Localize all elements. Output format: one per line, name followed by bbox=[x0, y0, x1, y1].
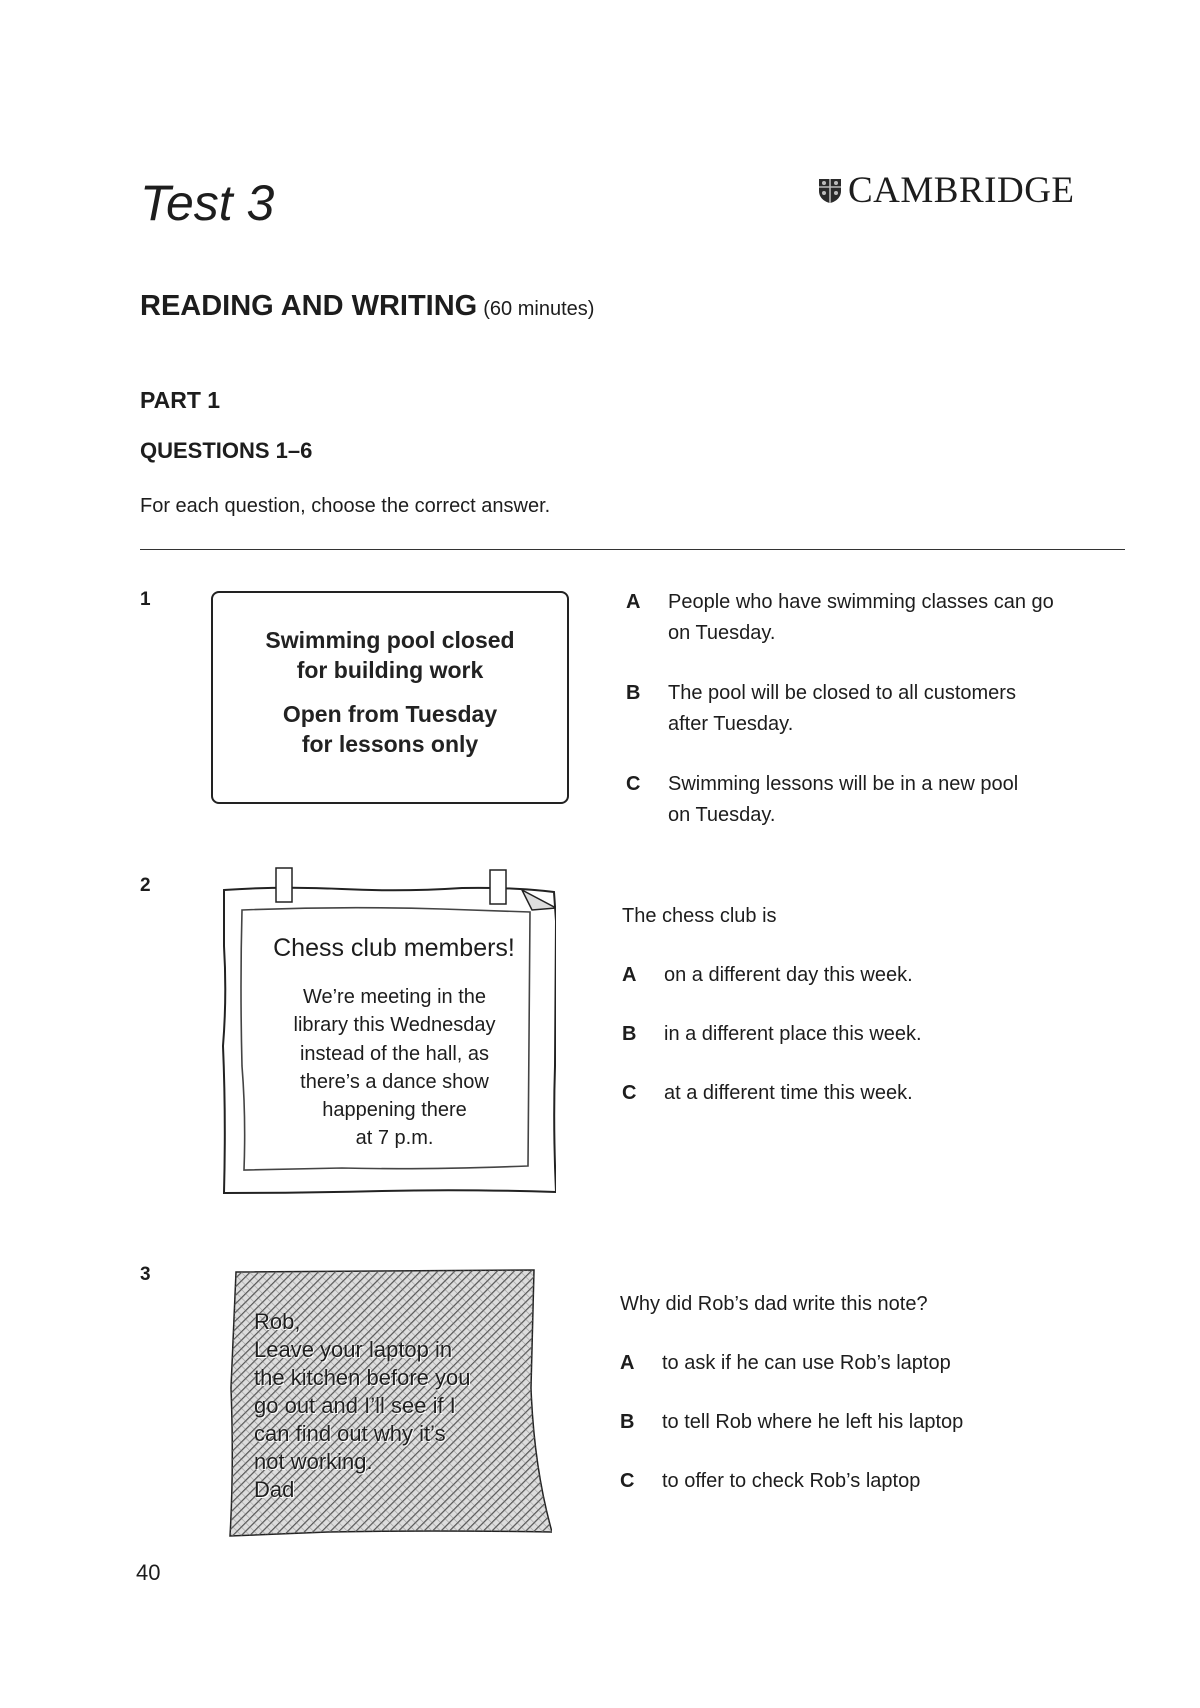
question-range: QUESTIONS 1–6 bbox=[140, 438, 313, 463]
option-text bbox=[668, 587, 1054, 649]
option-text: to tell Rob where he left his laptop bbox=[662, 1411, 964, 1433]
notice-body bbox=[262, 983, 527, 1153]
question-3-stem: Why did Rob’s dad write this note? bbox=[620, 1293, 928, 1315]
option-1c[interactable] bbox=[626, 769, 1126, 831]
option-letter: C bbox=[622, 1082, 637, 1104]
option-2a[interactable] bbox=[622, 960, 1122, 991]
option-text: in a different place this week. bbox=[664, 1023, 922, 1045]
option-line: Swimming lessons will be in a new pool bbox=[668, 773, 1019, 795]
brand-name: CAMBRIDGE bbox=[848, 170, 1075, 211]
option-text: on a different day this week. bbox=[664, 964, 913, 986]
notice-line: instead of the hall, as bbox=[299, 1042, 489, 1065]
question-number-1: 1 bbox=[140, 589, 151, 610]
option-letter: C bbox=[620, 1470, 635, 1492]
option-letter: A bbox=[626, 591, 641, 613]
notice-line: at 7 p.m. bbox=[355, 1127, 434, 1150]
question-1-options bbox=[626, 587, 1126, 831]
option-3a[interactable] bbox=[620, 1348, 1120, 1379]
notice-line: happening there bbox=[322, 1099, 467, 1122]
notice-line: there’s a dance show bbox=[300, 1070, 489, 1093]
page-number: 40 bbox=[136, 1560, 161, 1585]
option-3c[interactable] bbox=[620, 1466, 1120, 1497]
part-title: PART 1 bbox=[140, 387, 221, 413]
option-2c[interactable] bbox=[622, 1078, 1122, 1109]
notice-line: We’re meeting in the bbox=[302, 986, 487, 1008]
section-duration: (60 minutes) bbox=[483, 298, 595, 320]
note-line: can find out why it’s bbox=[254, 1421, 446, 1446]
notice-line: for building work bbox=[296, 657, 484, 683]
question-number-3: 3 bbox=[140, 1264, 151, 1285]
option-letter: C bbox=[626, 773, 641, 795]
question-2-options bbox=[622, 960, 1122, 1109]
notice-swimming-pool bbox=[211, 591, 569, 804]
notice-chess-club bbox=[222, 866, 556, 1196]
notice-line: library this Wednesday bbox=[293, 1014, 496, 1037]
note-line: Leave your laptop in bbox=[254, 1337, 453, 1362]
note-line: Rob, bbox=[254, 1309, 301, 1334]
divider bbox=[140, 549, 1125, 550]
option-line: on Tuesday. bbox=[668, 622, 776, 644]
cambridge-logo bbox=[818, 172, 1075, 209]
option-2b[interactable] bbox=[622, 1019, 1122, 1050]
note-text bbox=[254, 1308, 544, 1504]
option-text: at a different time this week. bbox=[664, 1082, 913, 1104]
option-letter: B bbox=[622, 1023, 637, 1045]
option-letter: A bbox=[620, 1352, 635, 1374]
note-line: go out and I’ll see if I bbox=[254, 1393, 456, 1418]
cambridge-shield-icon bbox=[818, 178, 842, 204]
notice-line: Open from Tuesday bbox=[282, 701, 498, 727]
note-from-dad bbox=[228, 1268, 552, 1540]
note-line: not working. bbox=[254, 1449, 373, 1474]
option-text bbox=[668, 769, 1018, 831]
option-1b[interactable] bbox=[626, 678, 1126, 740]
notice-line: Swimming pool closed bbox=[265, 627, 515, 653]
instruction-text: For each question, choose the correct answer. bbox=[140, 495, 551, 517]
option-letter: B bbox=[626, 682, 641, 704]
section-title bbox=[140, 292, 594, 321]
notice-heading: Chess club members! bbox=[273, 934, 515, 962]
note-line: Dad bbox=[254, 1477, 295, 1502]
option-letter: B bbox=[620, 1411, 635, 1433]
section-title-text: READING AND WRITING bbox=[140, 290, 478, 322]
option-text bbox=[668, 678, 1016, 740]
question-2-stem: The chess club is bbox=[622, 905, 777, 927]
option-text: to ask if he can use Rob’s laptop bbox=[662, 1352, 951, 1374]
question-3-options bbox=[620, 1348, 1120, 1497]
option-line: People who have swimming classes can go bbox=[668, 591, 1054, 613]
option-line: The pool will be closed to all customers bbox=[668, 682, 1016, 704]
test-title: Test 3 bbox=[140, 175, 275, 231]
option-text: to offer to check Rob’s laptop bbox=[662, 1470, 921, 1492]
option-3b[interactable] bbox=[620, 1407, 1120, 1438]
note-line: the kitchen before you bbox=[254, 1365, 471, 1390]
option-line: after Tuesday. bbox=[668, 713, 794, 735]
question-number-2: 2 bbox=[140, 875, 151, 896]
option-letter: A bbox=[622, 964, 637, 986]
option-line: on Tuesday. bbox=[668, 804, 776, 826]
notice-line: for lessons only bbox=[301, 731, 479, 757]
option-1a[interactable] bbox=[626, 587, 1126, 649]
